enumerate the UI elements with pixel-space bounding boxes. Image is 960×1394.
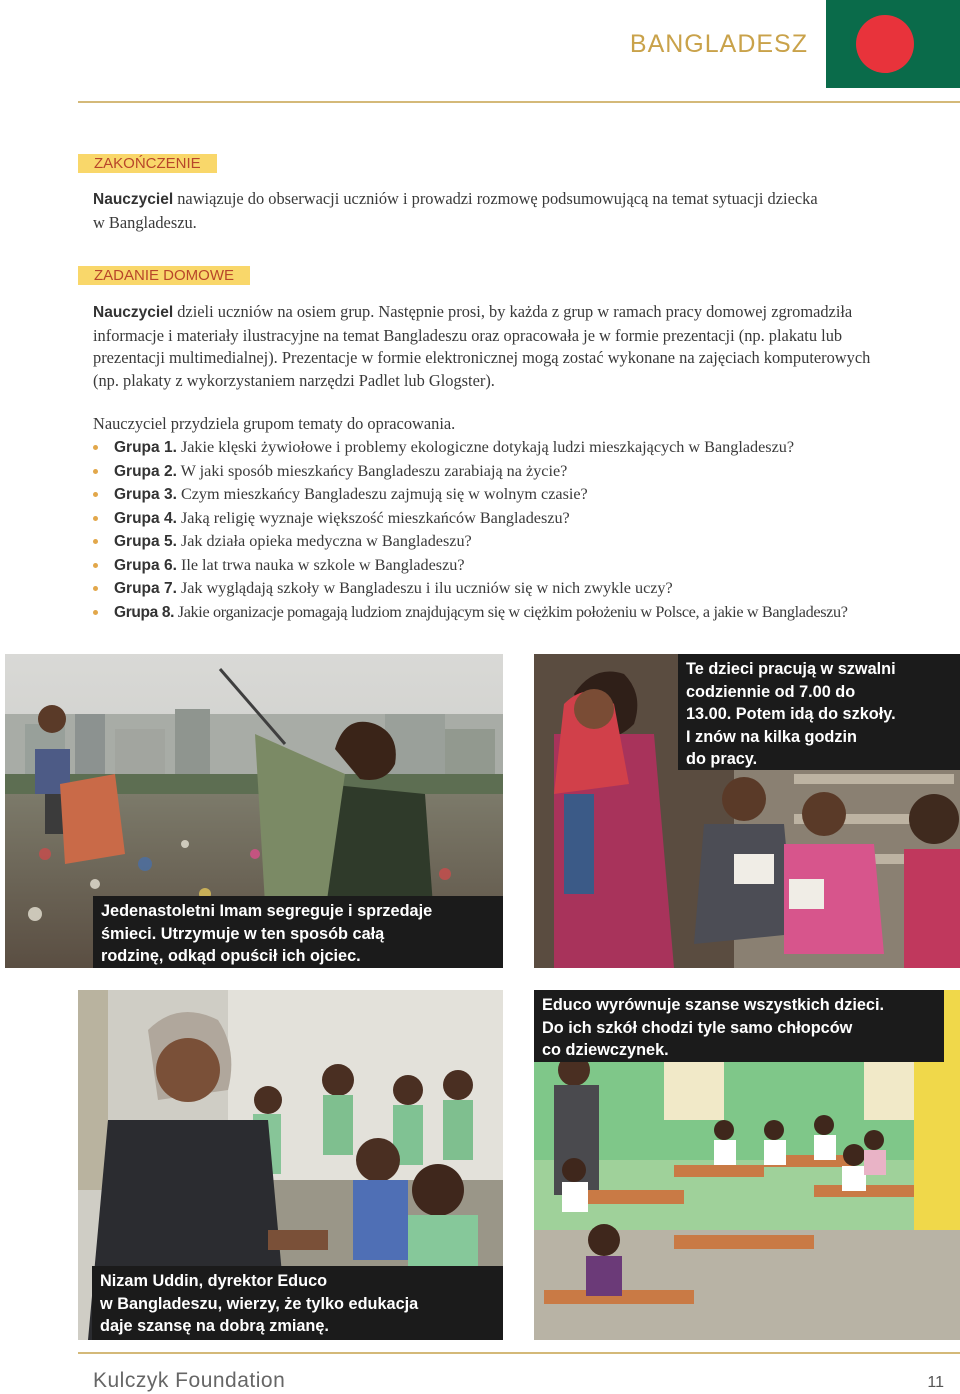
conclusion-text-2: w Bangladeszu. xyxy=(93,212,197,232)
caption-director xyxy=(92,1266,503,1340)
caption-line: I znów na kilka godzin xyxy=(686,727,857,746)
group-label: Grupa 2. xyxy=(114,462,177,480)
list-item xyxy=(93,530,953,554)
page-number: 11 xyxy=(927,1374,944,1391)
caption-line: Do ich szkół chodzi tyle samo chłopców xyxy=(542,1018,853,1037)
caption-waste xyxy=(93,896,503,968)
conclusion-text: nawiązuje do obserwacji uczniów i prowadzi rozmowę podsumowującą na temat sytuacji dziecka xyxy=(173,189,818,208)
group-label: Grupa 3. xyxy=(114,486,177,503)
caption-line: Nizam Uddin, dyrektor Educo xyxy=(100,1272,328,1290)
assign-text: Nauczyciel przydziela grupom tematy do opracowania. xyxy=(93,414,456,433)
homework-line: (np. plakaty z wykorzystaniem narzędzi Padlet lub Glogster). xyxy=(93,370,495,390)
list-item xyxy=(93,577,953,601)
caption-line: co dziewczynek. xyxy=(542,1041,669,1059)
caption-line: śmieci. Utrzymuje w ten sposób całą xyxy=(101,924,385,943)
caption-line: daje szansę na dobrą zmianę. xyxy=(100,1317,329,1335)
homework-line: prezentacji multimedialnej). Prezentacje w formie elektronicznej mogą zostać wykonane na zajęciach komputerowych xyxy=(93,348,871,367)
page-title: BANGLADESZ xyxy=(629,30,808,58)
group-label: Grupa 4. xyxy=(114,509,177,527)
bullet-icon xyxy=(93,492,98,497)
bullet-icon xyxy=(93,469,98,474)
group-question: W jaki sposób mieszkańcy Bangladeszu zarabiają na życie? xyxy=(176,461,568,480)
group-question: Jak wyglądają szkoły w Bangladeszu i ilu uczniów się w nich zwykle uczy? xyxy=(176,579,673,597)
list-item xyxy=(93,483,953,507)
homework-line: informacje i materiały ilustracyjne na temat Bangladeszu oraz opracowała je w formie prezentacji (np. plakatu lub xyxy=(93,325,843,345)
bullet-icon xyxy=(93,610,98,615)
caption-line: Jedenastoletni Imam segreguje i sprzedaje xyxy=(101,902,433,920)
list-item xyxy=(93,507,953,531)
section-label-conclusion: ZAKOŃCZENIE xyxy=(78,154,217,173)
group-question: Jakie klęski żywiołowe i problemy ekologiczne dotykają ludzi mieszkających w Bangladeszu? xyxy=(176,438,795,456)
homework-line: dzieli uczniów na osiem grup. Następnie prosi, by każda z grup w ramach pracy domowej zgromadziła xyxy=(173,302,853,321)
list-item xyxy=(93,436,953,460)
list-item xyxy=(93,460,953,484)
group-label: Grupa 6. xyxy=(114,556,177,574)
group-label: Grupa 5. xyxy=(114,533,177,550)
group-label: Grupa 7. xyxy=(114,580,177,597)
bottom-divider xyxy=(78,1352,960,1354)
group-question: Jakie organizacje pomagają ludziom znajdującym się w ciężkim położeniu w Polsce, a jakie w Bangladeszu? xyxy=(174,602,848,621)
group-question: Ile lat trwa nauka w szkole w Bangladeszu? xyxy=(176,555,465,574)
group-question: Jaką religię wyznaje większość mieszkańców Bangladeszu? xyxy=(176,508,570,527)
caption-line: do pracy. xyxy=(686,750,758,768)
photo-classroom xyxy=(534,990,960,1340)
bullet-icon xyxy=(93,516,98,521)
homework-bold-lead: Nauczyciel xyxy=(93,304,174,321)
list-item xyxy=(93,601,953,625)
photo-director xyxy=(78,990,503,1340)
group-question: Jak działa opieka medyczna w Bangladeszu? xyxy=(176,532,472,550)
caption-classroom xyxy=(534,990,944,1062)
list-item xyxy=(93,554,953,578)
homework-paragraph xyxy=(93,301,953,392)
section-label-homework: ZADANIE DOMOWE xyxy=(78,266,250,285)
caption-line: Educo wyrównuje szanse wszystkich dzieci. xyxy=(542,996,885,1014)
bullet-icon xyxy=(93,445,98,450)
photo-workshop xyxy=(534,654,960,968)
group-label: Grupa 8. xyxy=(114,603,175,621)
bangladesh-flag xyxy=(826,0,960,88)
group-list xyxy=(93,436,953,624)
group-question: Czym mieszkańcy Bangladeszu zajmują się w wolnym czasie? xyxy=(176,485,588,503)
caption-line: w Bangladeszu, wierzy, że tylko edukacja xyxy=(100,1294,419,1313)
caption-line: codziennie od 7.00 do xyxy=(686,682,856,701)
conclusion-paragraph xyxy=(93,188,943,234)
bullet-icon xyxy=(93,563,98,568)
caption-workshop xyxy=(678,654,960,770)
footer-organization: Kulczyk Foundation xyxy=(93,1369,286,1392)
group-label: Grupa 1. xyxy=(114,439,177,456)
caption-line: rodzinę, odkąd opuścił ich ojciec. xyxy=(101,947,361,965)
bullet-icon xyxy=(93,539,98,544)
conclusion-bold-lead: Nauczyciel xyxy=(93,191,174,208)
flag-disc xyxy=(856,15,914,73)
bullet-icon xyxy=(93,586,98,591)
photo-waste-sorting xyxy=(5,654,503,968)
top-divider xyxy=(78,101,960,103)
caption-line: Te dzieci pracują w szwalni xyxy=(686,660,896,678)
caption-line: 13.00. Potem idą do szkoły. xyxy=(686,705,896,723)
